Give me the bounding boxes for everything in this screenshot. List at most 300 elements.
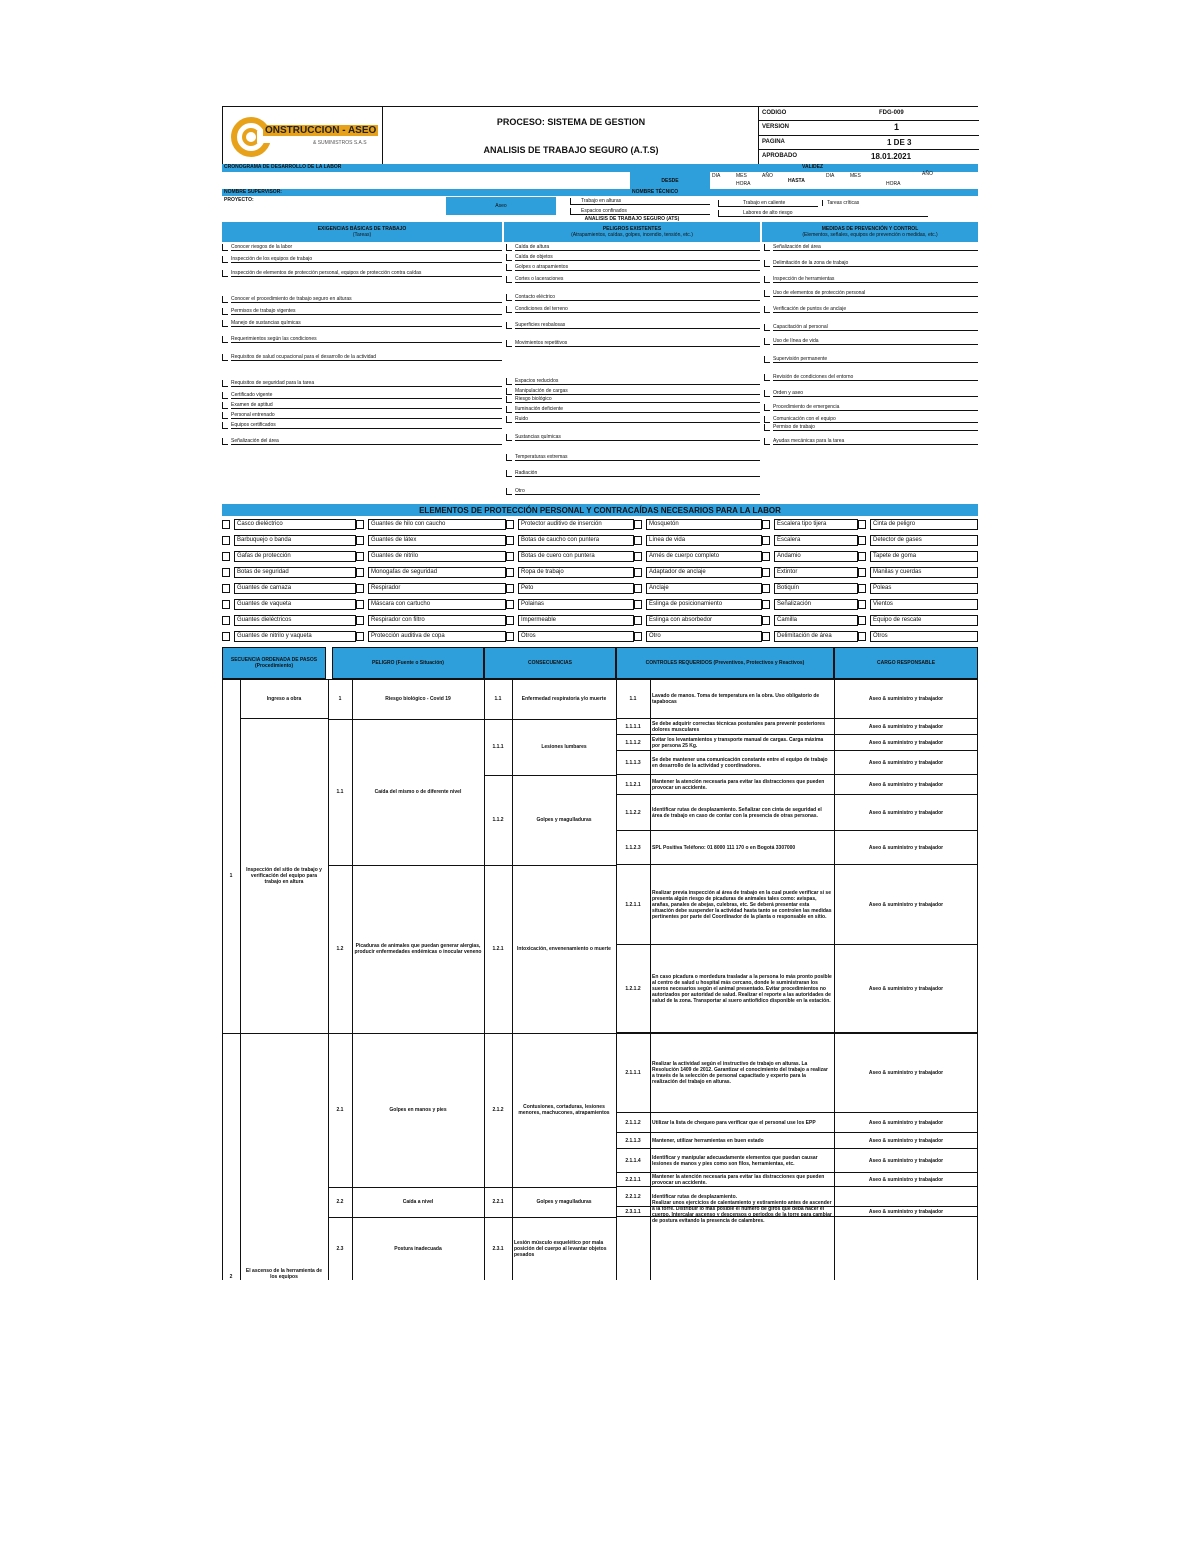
epp-item[interactable] — [506, 612, 634, 628]
col2-item[interactable] — [506, 276, 760, 283]
epp-item[interactable] — [506, 564, 634, 580]
c1-num: 1.1 — [494, 696, 502, 702]
p12-text: Picaduras de animales que puedan generar alergias, producir enfermedades endémicas o inocular veneno — [354, 943, 482, 955]
control-text: Mantener, utilizar herramientas en buen estado — [652, 1138, 764, 1144]
epp-item[interactable] — [762, 516, 858, 532]
col2-item[interactable] — [506, 254, 760, 261]
desde-hora: HORA — [736, 181, 751, 187]
col3-item[interactable] — [764, 374, 978, 381]
epp-item[interactable] — [356, 516, 506, 532]
checkbox-icon[interactable] — [764, 276, 770, 283]
epp-item[interactable] — [762, 628, 858, 644]
hasta-mes: MES — [850, 173, 861, 179]
col3-label: Procedimiento de emergencia — [773, 404, 978, 411]
epp-label: Guantes de hilo con caucho — [368, 519, 506, 530]
checkbox-icon[interactable] — [222, 256, 228, 263]
checkbox-icon[interactable] — [222, 320, 228, 327]
epp-item[interactable] — [634, 532, 762, 548]
col2-item[interactable] — [506, 416, 760, 423]
col1-item[interactable] — [222, 336, 502, 343]
checkbox-icon[interactable] — [222, 336, 228, 343]
control-text: SPL Positiva Teléfono: 01 8000 111 170 o en Bogotá 3307000 — [652, 845, 796, 851]
checkbox-icon[interactable] — [764, 390, 770, 397]
epp-item[interactable] — [356, 628, 506, 644]
p22-num: 2.2 — [336, 1199, 344, 1205]
epp-item[interactable] — [506, 628, 634, 644]
checkbox-icon[interactable] — [858, 536, 866, 545]
epp-item[interactable] — [634, 580, 762, 596]
checkbox-icon[interactable] — [506, 584, 514, 593]
medidas-sub: (Elementos, señales, equipos de prevención o medidas, etc.) — [802, 232, 938, 238]
epp-item[interactable] — [634, 596, 762, 612]
col2-item[interactable] — [506, 340, 760, 347]
checkbox-icon[interactable] — [506, 244, 512, 251]
c111-num: 1.1.1 — [492, 744, 504, 750]
col3-item[interactable] — [764, 290, 978, 297]
epp-item[interactable] — [858, 628, 978, 644]
epp-label: Guantes dieléctricos — [234, 615, 356, 626]
ats-form — [222, 106, 978, 1280]
checkbox-icon[interactable] — [506, 294, 512, 301]
control-number: 2.1.1.2 — [625, 1120, 641, 1126]
col1-item[interactable] — [222, 380, 502, 387]
control-number: 2.1.1.1 — [625, 1070, 641, 1076]
epp-label: Casco dieléctrico — [234, 519, 356, 530]
checkbox-icon[interactable] — [222, 244, 228, 251]
col2-item[interactable] — [506, 244, 760, 251]
col3-item[interactable] — [764, 324, 978, 331]
epp-item[interactable] — [634, 516, 762, 532]
col1-item[interactable] — [222, 320, 502, 327]
checkbox-icon[interactable] — [356, 632, 364, 641]
checkbox-icon[interactable] — [764, 306, 770, 313]
col1-item[interactable] — [222, 354, 502, 361]
epp-label: Respirador con filtro — [368, 615, 506, 626]
epp-item[interactable] — [762, 564, 858, 580]
version-label: VERSION — [762, 124, 790, 130]
checkbox-icon[interactable] — [506, 264, 512, 271]
epp-item[interactable] — [222, 628, 356, 644]
control-row — [616, 945, 978, 1033]
checkbox-icon[interactable] — [764, 260, 770, 267]
epp-item[interactable] — [858, 596, 978, 612]
checkbox-icon[interactable] — [762, 616, 770, 625]
control-responsable: Aseo & suministro y trabajador — [868, 845, 944, 851]
col1-item[interactable] — [222, 438, 502, 445]
epp-label: Máscara con cartucho — [368, 599, 506, 610]
epp-item[interactable] — [858, 564, 978, 580]
col2-item[interactable] — [506, 406, 760, 413]
epp-label: Tapete de goma — [870, 551, 978, 562]
epp-item[interactable] — [762, 596, 858, 612]
epp-label: Escalera tipo tijera — [774, 519, 858, 530]
control-number: 1.1.2.1 — [625, 782, 641, 788]
checkbox-icon[interactable] — [762, 552, 770, 561]
checkbox-icon[interactable] — [222, 552, 230, 561]
checkbox-icon[interactable] — [222, 568, 230, 577]
checkbox-icon[interactable] — [356, 536, 364, 545]
checkbox-icon[interactable] — [762, 600, 770, 609]
epp-item[interactable] — [222, 564, 356, 580]
mini-6: Labores de alto riesgo — [718, 210, 928, 217]
control-number: 1.1.2.3 — [625, 845, 641, 851]
checkbox-icon[interactable] — [222, 422, 228, 429]
checkbox-icon[interactable] — [506, 406, 512, 413]
checkbox-icon[interactable] — [222, 308, 228, 315]
col1-label: Personal entrenado — [231, 412, 502, 419]
checkbox-icon[interactable] — [506, 306, 512, 313]
col1-label: Requisitos de salud ocupacional para el desarrollo de la actividad — [231, 354, 502, 361]
epp-item[interactable] — [858, 516, 978, 532]
epp-label: Monogafas de seguridad — [368, 567, 506, 578]
epp-item[interactable] — [506, 516, 634, 532]
col2-item[interactable] — [506, 454, 760, 461]
col1-label: Manejo de sustancias químicas — [231, 320, 502, 327]
col2-label: Otro — [515, 488, 760, 495]
col2-label: Radiación — [515, 470, 760, 477]
epp-item[interactable] — [356, 564, 506, 580]
epp-item[interactable] — [762, 532, 858, 548]
checkbox-icon[interactable] — [634, 600, 642, 609]
col1-item[interactable] — [222, 256, 502, 263]
col2-label: Iluminación deficiente — [515, 406, 760, 413]
checkbox-icon[interactable] — [222, 380, 228, 387]
epp-label: Respirador — [368, 583, 506, 594]
checkbox-icon[interactable] — [222, 402, 228, 409]
epp-item[interactable] — [356, 580, 506, 596]
desde-mes: MES — [736, 173, 747, 179]
control-text: Utilizar la lista de chequeo para verificar que el personal use los EPP — [652, 1120, 816, 1126]
checkbox-icon[interactable] — [762, 584, 770, 593]
checkbox-icon[interactable] — [506, 616, 514, 625]
checkbox-icon[interactable] — [506, 632, 514, 641]
codigo-label: CODIGO — [762, 110, 787, 116]
col1-item[interactable] — [222, 308, 502, 315]
col2-item[interactable] — [506, 388, 760, 395]
epp-label: Cinta de peligro — [870, 519, 978, 530]
control-text: Identificar y manipular adecuadamente elementos que puedan causar lesiones de manos y pies como son filos, herramientas, etc. — [652, 1155, 818, 1167]
checkbox-icon[interactable] — [506, 340, 512, 347]
checkbox-icon[interactable] — [762, 568, 770, 577]
checkbox-icon[interactable] — [506, 520, 514, 529]
control-row — [616, 1113, 978, 1133]
requisitos-header — [222, 222, 502, 242]
control-row — [616, 751, 978, 775]
col2-item[interactable] — [506, 488, 760, 495]
checkbox-icon[interactable] — [634, 632, 642, 641]
checkbox-icon[interactable] — [762, 520, 770, 529]
checkbox-icon[interactable] — [222, 438, 228, 445]
epp-item[interactable] — [506, 580, 634, 596]
checkbox-icon[interactable] — [356, 568, 364, 577]
col3-item[interactable] — [764, 416, 978, 423]
checkbox-icon[interactable] — [222, 412, 228, 419]
col2-label: Superficies resbalosas — [515, 322, 760, 329]
col3-item[interactable] — [764, 424, 978, 431]
checkbox-icon[interactable] — [222, 520, 230, 529]
epp-label: Botas de caucho con puntera — [518, 535, 634, 546]
checkbox-icon[interactable] — [764, 438, 770, 445]
medidas-header — [762, 222, 978, 242]
col3-item[interactable] — [764, 338, 978, 345]
checkbox-icon[interactable] — [858, 600, 866, 609]
epp-item[interactable] — [762, 548, 858, 564]
validez-label: VALIDEZ — [802, 164, 824, 170]
checkbox-icon[interactable] — [506, 322, 512, 329]
control-number: 2.3.1.1 — [625, 1209, 641, 1215]
col1-label: Inspección de elementos de protección personal, equipos de protección contra caídas — [231, 270, 502, 277]
checkbox-icon[interactable] — [764, 404, 770, 411]
col1-label: Conocer el procedimiento de trabajo seguro en alturas — [231, 296, 502, 303]
col2-label: Temperaturas extremas — [515, 454, 760, 461]
epp-item[interactable] — [634, 612, 762, 628]
checkbox-icon[interactable] — [764, 424, 770, 431]
checkbox-icon[interactable] — [506, 470, 512, 477]
epp-title: ELEMENTOS DE PROTECCIÓN PERSONAL Y CONTRACAÍDAS NECESARIOS PARA LA LABOR — [222, 504, 978, 516]
epp-item[interactable] — [762, 580, 858, 596]
epp-item[interactable] — [762, 612, 858, 628]
epp-label: Poleas — [870, 583, 978, 594]
col3-item[interactable] — [764, 244, 978, 251]
checkbox-icon[interactable] — [634, 552, 642, 561]
checkbox-icon[interactable] — [356, 616, 364, 625]
dates-row — [222, 172, 978, 189]
p23-num: 2.3 — [336, 1245, 344, 1252]
control-responsable: Aseo & suministro y trabajador — [868, 1209, 944, 1215]
col2-item[interactable] — [506, 434, 760, 441]
checkbox-icon[interactable] — [762, 536, 770, 545]
checkbox-icon[interactable] — [858, 632, 866, 641]
epp-item[interactable] — [506, 596, 634, 612]
c21-text: Contusiones, cortaduras, lesiones menores, machucones, atrapamientos — [518, 1104, 610, 1116]
checkbox-icon[interactable] — [764, 356, 770, 363]
col1-item[interactable] — [222, 296, 502, 303]
control-text: Se debe adquirir correctas técnicas posturales para prevenir posteriores dolores musculares — [652, 721, 825, 733]
epp-label: Eslinga de posicionamiento — [646, 599, 762, 610]
checkbox-icon[interactable] — [858, 584, 866, 593]
epp-item[interactable] — [222, 532, 356, 548]
epp-item[interactable] — [356, 532, 506, 548]
col3-item[interactable] — [764, 276, 978, 283]
controls-list — [616, 679, 978, 1280]
peligros-title: PELIGROS EXISTENTES — [602, 226, 662, 232]
epp-item[interactable] — [356, 596, 506, 612]
epp-item[interactable] — [222, 516, 356, 532]
col3-label: Verificación de puntos de anclaje — [773, 306, 978, 313]
control-number: 1.1.1.1 — [625, 724, 641, 730]
checkbox-icon[interactable] — [222, 600, 230, 609]
epp-item[interactable] — [634, 564, 762, 580]
checkbox-icon[interactable] — [506, 600, 514, 609]
p1-text: Riesgo biológico - Covid 19 — [385, 696, 451, 702]
epp-item[interactable] — [858, 612, 978, 628]
checkbox-icon[interactable] — [506, 454, 512, 461]
checkbox-icon[interactable] — [634, 520, 642, 529]
control-number: 2.2.1.2 — [625, 1194, 641, 1200]
epp-item[interactable] — [858, 532, 978, 548]
epp-label: Otros — [518, 631, 634, 642]
checkbox-icon[interactable] — [506, 434, 512, 441]
col2-item[interactable] — [506, 264, 760, 271]
checkbox-icon[interactable] — [858, 552, 866, 561]
epp-label: Vientos — [870, 599, 978, 610]
checkbox-icon[interactable] — [858, 616, 866, 625]
epp-item[interactable] — [356, 612, 506, 628]
col2-item[interactable] — [506, 306, 760, 313]
th-controles: CONTROLES REQUERIDOS (Preventivos, Protectivos y Reactivos) — [616, 647, 834, 679]
checkbox-icon[interactable] — [634, 536, 642, 545]
col3-label: Capacitación al personal — [773, 324, 978, 331]
checkbox-icon[interactable] — [858, 520, 866, 529]
checkbox-icon[interactable] — [764, 290, 770, 297]
epp-item[interactable] — [506, 548, 634, 564]
col1-item[interactable] — [222, 392, 502, 399]
control-row — [616, 1133, 978, 1149]
checkbox-icon[interactable] — [506, 378, 512, 385]
col3-item[interactable] — [764, 390, 978, 397]
checkbox-icon[interactable] — [222, 392, 228, 399]
checkbox-icon[interactable] — [506, 254, 512, 261]
epp-item[interactable] — [222, 612, 356, 628]
col3-item[interactable] — [764, 356, 978, 363]
pagina-value: 1 DE 3 — [887, 138, 912, 147]
checkbox-icon[interactable] — [506, 396, 512, 403]
process-title: PROCESO: SISTEMA DE GESTION — [496, 117, 646, 127]
peligros-sub: (Atrapamientos, caídas, golpes, incendio, tensión, etc.) — [571, 232, 693, 238]
epp-item[interactable] — [222, 580, 356, 596]
col3-item[interactable] — [764, 306, 978, 313]
doc-control-box — [759, 107, 979, 165]
step2-name: El ascenso de la herramienta de los equipos — [245, 1268, 323, 1280]
epp-item[interactable] — [634, 628, 762, 644]
hasta-dia: DIA — [826, 173, 835, 179]
checkbox-icon[interactable] — [858, 568, 866, 577]
checkbox-icon[interactable] — [634, 616, 642, 625]
col3-item[interactable] — [764, 260, 978, 267]
col2-item[interactable] — [506, 294, 760, 301]
col2-item[interactable] — [506, 322, 760, 329]
proyecto-label: PROYECTO: — [224, 197, 254, 203]
checkbox-icon[interactable] — [222, 536, 230, 545]
logo-text: ONSTRUCCION - ASEO — [265, 125, 377, 136]
epp-item[interactable] — [222, 596, 356, 612]
checkbox-icon[interactable] — [222, 632, 230, 641]
checkbox-icon[interactable] — [506, 416, 512, 423]
peligros-header — [504, 222, 760, 242]
col1-label: Inspección de los equipos de trabajo — [231, 256, 502, 263]
col3-item[interactable] — [764, 404, 978, 411]
epp-label: Ropa de trabajo — [518, 567, 634, 578]
checkbox-icon[interactable] — [764, 338, 770, 345]
p21-num: 2.1 — [336, 1107, 344, 1113]
mini-4: Tareas críticas — [822, 200, 932, 206]
control-number: 1.1.1.3 — [625, 760, 641, 766]
control-row — [616, 679, 978, 719]
control-number: 1.1.1.2 — [625, 740, 641, 746]
requisitos-title: EXIGENCIAS BÁSICAS DE TRABAJO — [317, 226, 407, 232]
control-responsable: Aseo & suministro y trabajador — [868, 782, 944, 788]
epp-item[interactable] — [222, 548, 356, 564]
control-row — [616, 1173, 978, 1187]
col2-label: Ruido — [515, 416, 760, 423]
col1-item[interactable] — [222, 270, 502, 277]
epp-item[interactable] — [858, 548, 978, 564]
checkbox-icon[interactable] — [356, 584, 364, 593]
checkbox-icon[interactable] — [506, 552, 514, 561]
epp-label: Eslinga con absorbedor — [646, 615, 762, 626]
aseo-field[interactable]: Aseo — [446, 197, 556, 215]
col1-item[interactable] — [222, 244, 502, 251]
checkbox-icon[interactable] — [222, 584, 230, 593]
col1-item[interactable] — [222, 422, 502, 429]
checkbox-icon[interactable] — [506, 568, 514, 577]
checkbox-icon[interactable] — [222, 616, 230, 625]
c21-num: 2.1.2 — [492, 1107, 504, 1113]
pagina-label: PAGINA — [762, 139, 785, 145]
checkbox-icon[interactable] — [634, 584, 642, 593]
checkbox-icon[interactable] — [764, 244, 770, 251]
checkbox-icon[interactable] — [506, 488, 512, 495]
control-text: Se debe mantener una comunicación constante entre el equipo de trabajo en desarrollo de la actividad y coordinadores. — [652, 757, 828, 769]
checkbox-icon[interactable] — [764, 416, 770, 423]
col2-label: Riesgo biológico — [515, 396, 760, 403]
col2-label: Condiciones del terreno — [515, 306, 760, 313]
checkbox-icon[interactable] — [634, 568, 642, 577]
checkbox-icon[interactable] — [506, 388, 512, 395]
epp-item[interactable] — [356, 548, 506, 564]
checkbox-icon[interactable] — [222, 354, 228, 361]
control-number: 1.1.2.2 — [625, 810, 641, 816]
col3-item[interactable] — [764, 438, 978, 445]
col2-item[interactable] — [506, 378, 760, 385]
desde-ano: AÑO — [762, 173, 773, 179]
peligros-list — [506, 244, 760, 504]
c121-text: Intoxicación, envenenamiento o muerte — [517, 946, 611, 952]
control-row — [616, 1149, 978, 1173]
epp-label: Barbuquejo o banda — [234, 535, 356, 546]
checkbox-icon[interactable] — [356, 600, 364, 609]
col2-label: Movimientos repetitivos — [515, 340, 760, 347]
checkbox-icon[interactable] — [764, 374, 770, 381]
checkbox-icon[interactable] — [764, 324, 770, 331]
col3-label: Uso de línea de vida — [773, 338, 978, 345]
col2-item[interactable] — [506, 396, 760, 403]
checkbox-icon[interactable] — [356, 552, 364, 561]
step2-number: 2 — [229, 1274, 233, 1280]
col1-item[interactable] — [222, 402, 502, 409]
col1-item[interactable] — [222, 412, 502, 419]
epp-item[interactable] — [506, 532, 634, 548]
medidas-list — [764, 244, 978, 504]
checkbox-icon[interactable] — [506, 536, 514, 545]
epp-item[interactable] — [858, 580, 978, 596]
col1-label: Requisitos de seguridad para la tarea — [231, 380, 502, 387]
col2-item[interactable] — [506, 470, 760, 477]
version-value: 1 — [894, 122, 900, 132]
col1-label: Requerimientos según las condiciones — [231, 336, 502, 343]
epp-label: Peto — [518, 583, 634, 594]
checkbox-icon[interactable] — [222, 270, 228, 277]
checkbox-icon[interactable] — [356, 520, 364, 529]
control-text: Identificar rutas de desplazamiento. — [652, 1194, 738, 1200]
pagina-row — [759, 136, 979, 150]
checkbox-icon[interactable] — [222, 296, 228, 303]
checkbox-icon[interactable] — [506, 276, 512, 283]
checkbox-icon[interactable] — [762, 632, 770, 641]
col3-label: Revisión de condiciones del entorno — [773, 374, 978, 381]
epp-item[interactable] — [634, 548, 762, 564]
control-responsable: Aseo & suministro y trabajador — [868, 760, 944, 766]
